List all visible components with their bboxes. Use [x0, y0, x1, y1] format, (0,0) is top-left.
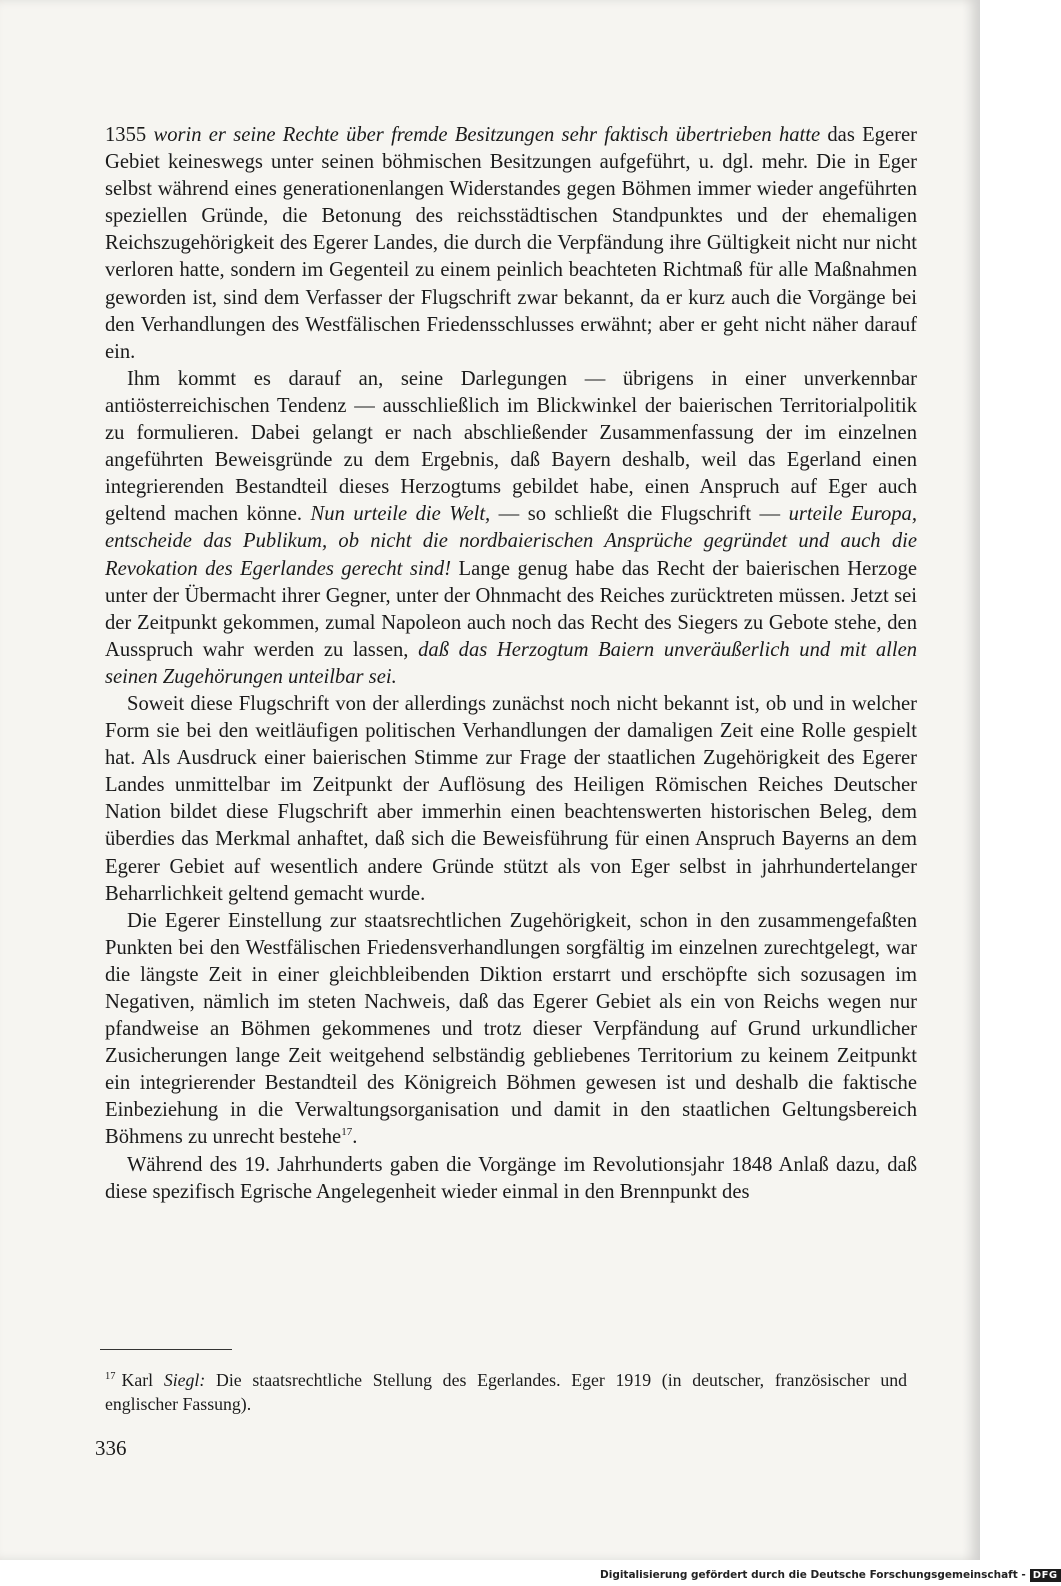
page-number: 336: [95, 1436, 127, 1460]
text-run: Lange genug habe das Recht der baierischen Herzoge unter der Übermacht ihrer Gegner, unter der Ohnmacht des Reiches zurücktreten müssen. Jetzt sei der Zeitpunkt gekommen, zumal Napoleon auch noch das Recht des Siegers zu Gebote stehe, den Ausspruch wahr werden zu lassen,: [105, 557, 918, 661]
italic-quote: Nun urteile die Welt,: [310, 503, 491, 526]
footnote-author-first: Karl: [121, 1370, 164, 1390]
footnote: [105, 1368, 907, 1416]
paragraph: [105, 691, 917, 908]
digitization-credit: [600, 1566, 1061, 1584]
text-run: Soweit diese Flugschrift von der allerdings zunächst noch nicht bekannt ist, ob und in welcher Form sie bei den weitläufigen politischen Verhandlungen der damaligen Zeit eine Rolle gespielt hat. Als Ausdruck einer baierischen Stimme zur Frage der staatlichen Zugehörigkeit des Egerer Landes unmittelbar im Zeitpunkt der Auflösung des Heiligen Römischen Reiches Deutscher Nation bildet diese Flugschrift aber immerhin einen beachtenswerten historischen Beleg, dem überdies das Merkmal anhaftet, daß sich die Beweisführung für einen Anspruch Bayerns an dem Egerer Gebiet auf wesentlich andere Gründe stützt als von Eger selbst in jahrhundertelanger Beharrlichkeit geltend gemacht wurde.: [105, 692, 917, 905]
footnote-separator: [100, 1349, 232, 1350]
footnote-text: Die staatsrechtliche Stellung des Egerlandes. Eger 1919 (in deutscher, französischer und englischer Fassung).: [105, 1370, 907, 1414]
paragraph: [105, 122, 917, 366]
text-run: Ihm kommt es darauf an, seine Darlegungen — übrigens in einer unverkennbar antiösterreichischen Tendenz — ausschließlich im Blickwinkel der baierischen Territorialpolitik zu formulieren. Dabei gelangt er nach abschließender Zusammenfassung der im einzelnen angeführten Beweisgründe zu dem Ergebnis, daß Bayern deshalb, weil das Egerland einen integrierenden Bestandteil dieses Herzogtums gebildet habe, einen Anspruch auf Eger auch geltend machen könne.: [105, 367, 917, 526]
text-run: .: [352, 1126, 358, 1149]
footnote-mark: 17: [105, 1371, 116, 1383]
paragraph: [105, 908, 917, 1152]
digitization-credit-text: Digitalisierung gefördert durch die Deutsche Forschungsgemeinschaft -: [600, 1569, 1026, 1581]
italic-quote: worin er seine Rechte über fremde Besitzungen sehr faktisch übertrieben hatte: [153, 124, 821, 146]
dfg-logo: DFG: [1030, 1569, 1061, 1582]
paragraph: [105, 366, 917, 691]
paragraph: [105, 1152, 917, 1206]
text-run: Während des 19. Jahrhunderts gaben die Vorgänge im Revolutionsjahr 1848 Anlaß dazu, daß diese spezifisch Egrische Angelegenheit wieder einmal in den Brennpunkt des: [105, 1153, 917, 1203]
text-run: das Egerer Gebiet keineswegs unter seinen böhmischen Besitzungen aufgeführt, u. dgl. mehr. Die in Eger selbst während eines generationenlangen Widerstandes gegen Böhmen immer wieder angeführten speziellen Gründe, die Betonung des reichsstädtischen Standpunktes und der ehemaligen Reichszugehörigkeit des Egerer Landes, die durch die Verpfändung ihre Gültigkeit nicht nur nicht verloren hatte, sondern im Gegenteil zu einem peinlich beachteten Richtmaß für alle Maßnahmen geworden ist, sind dem Verfasser der Flugschrift zwar bekannt, da er kurz auch die Vorgänge bei den Verhandlungen des Westfälischen Friedensschlusses erwähnt; aber er geht nicht näher darauf ein.: [105, 124, 917, 363]
footnote-author-last: Siegl:: [163, 1370, 206, 1390]
italic-quote: urteile Europa, entscheide das Publikum, ob nicht die nordbaierischen Ansprüche gegründet und auch die Revokation des Egerlandes gerecht sind!: [105, 503, 917, 580]
italic-quote: daß das Herzogtum Baiern unveräußerlich und mit allen seinen Zugehörungen unteilbar sei.: [105, 638, 918, 688]
text-run: Die Egerer Einstellung zur staatsrechtlichen Zugehörigkeit, schon in den zusammengefaßten Punkten bei den Westfälischen Friedensverhandlungen sorgfältig im einzelnen zurechtgelegt, war die längste Zeit in einer gleichbleibenden Diktion erstarrt und erschöpfte sich sozusagen im Negativen, nämlich im steten Nachweis, daß das Egerer Gebiet als ein von Reichs wegen nur pfandweise an Böhmen gekommenes und trotz dieser Verpfändung auf Grund urkundlicher Zusicherungen lange Zeit weitgehend selbständig gebliebenes Territorium zu keinem Zeitpunkt ein integrierender Bestandteil des Königreich Böhmen gewesen ist und deshalb die faktische Einbeziehung in die Verwaltungsorganisation und damit in den staatlichen Geltungsbereich Böhmens zu unrecht bestehe: [105, 909, 917, 1149]
text-run: — so schließt die Flugschrift —: [490, 503, 789, 526]
footnote-reference: 17: [341, 1126, 353, 1139]
text-run: 1355: [105, 124, 154, 146]
main-text: [105, 122, 917, 1206]
